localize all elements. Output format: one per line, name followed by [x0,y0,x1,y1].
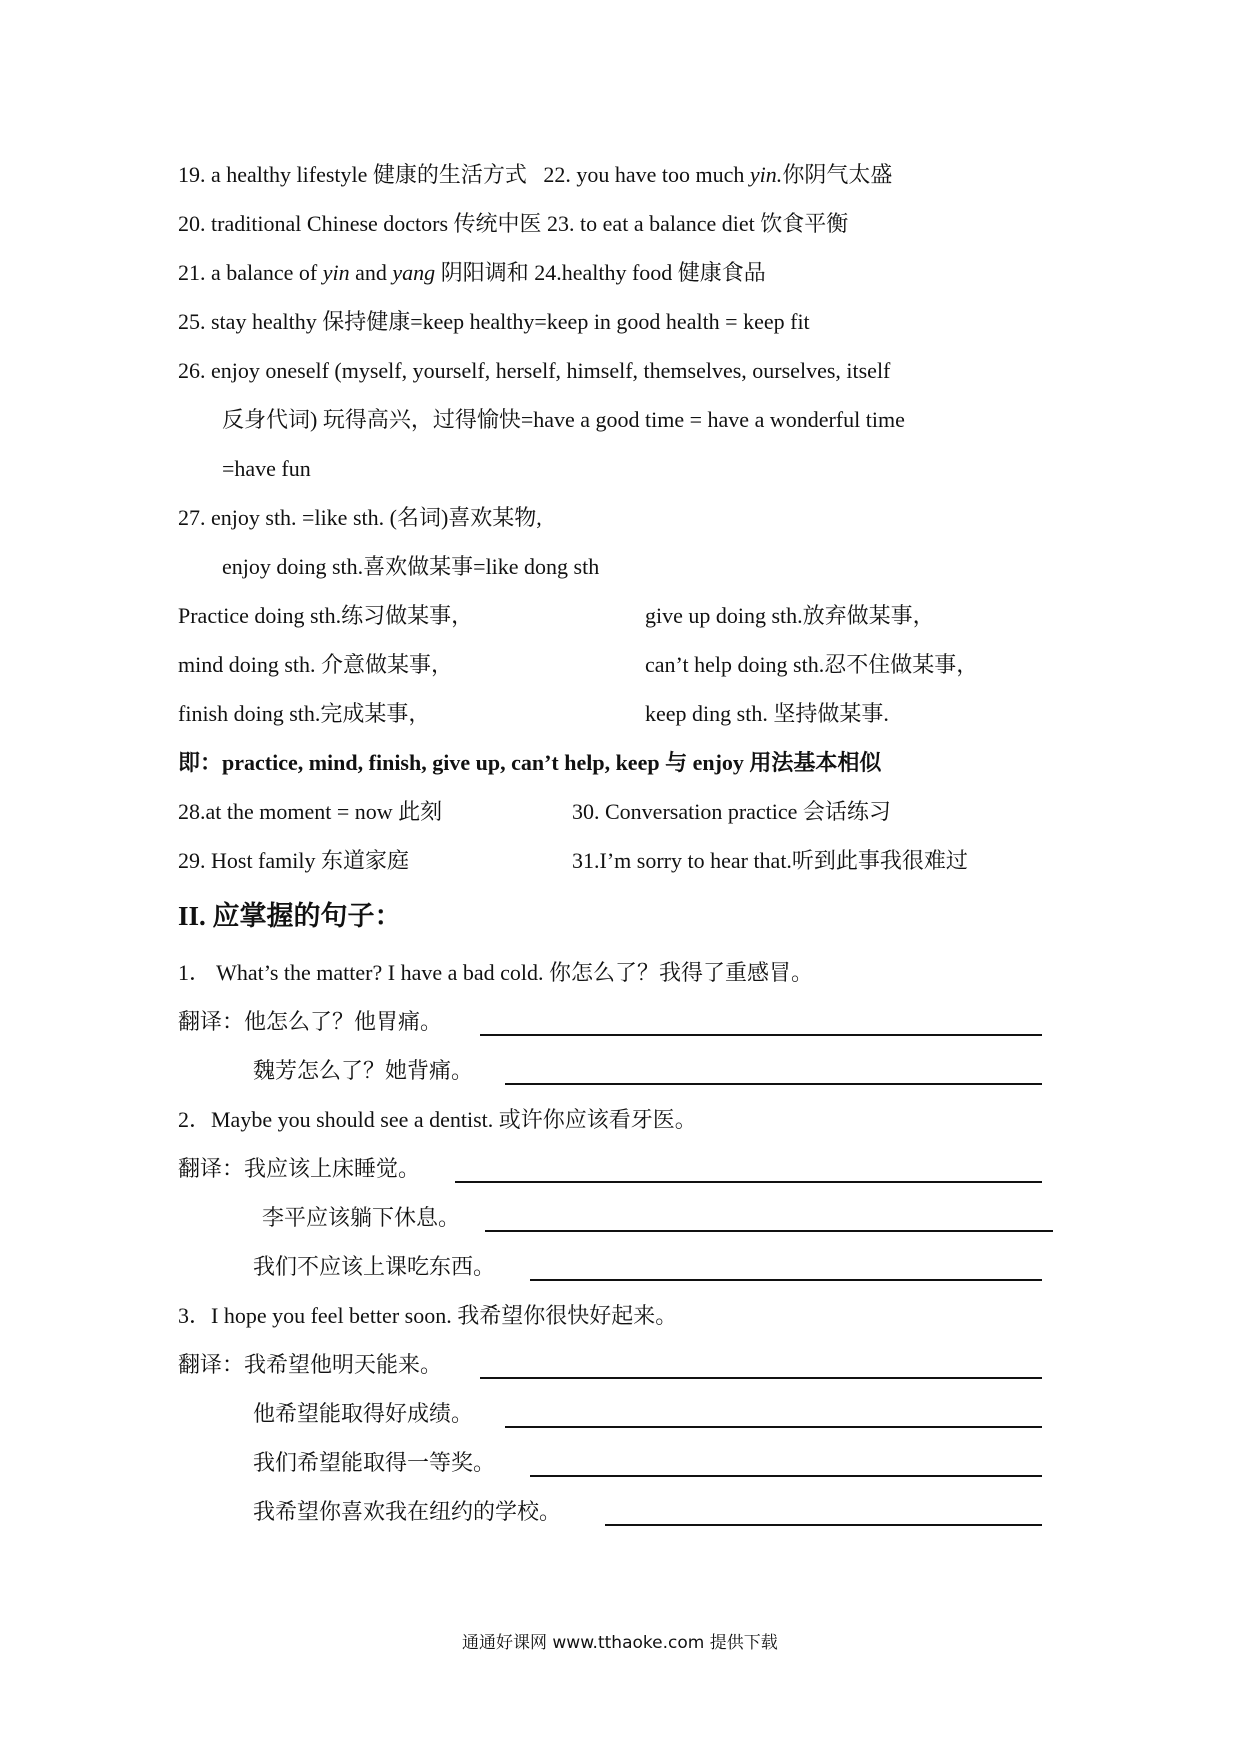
vocab-line-26-end: =have fun [222,456,311,481]
translate-prompt: 我们不应该上课吃东西。 [253,1254,496,1279]
section-title: II. 应掌握的句子： [178,901,402,931]
vocab-line-31: 31.I’m sorry to hear that.听到此事我很难过 [572,848,968,873]
answer-blank[interactable] [530,1475,1042,1477]
vocab-line-28: 28.at the moment = now 此刻 [178,799,443,824]
vocab-line-25: 25. stay healthy 保持健康=keep healthy=keep in good health = keep fit [178,309,810,334]
vocab-line-30: 30. Conversation practice 会话练习 [572,799,891,824]
vocab-line-26: 26. enjoy oneself (myself, yourself, herself, himself, themselves, ourselves, itself [178,358,891,383]
sentence-1: 1． What’s the matter? I have a bad cold. 你怎么了？我得了重感冒。 [178,960,814,985]
vocab-item-22: 22. you have too much yin.你阴气太盛 [543,162,893,187]
answer-blank[interactable] [505,1426,1042,1428]
vocab-line-21-24: 21. a balance of yin and yang 阴阳调和 24.healthy food 健康食品 [178,260,766,285]
vocab-line-29: 29. Host family 东道家庭 [178,848,409,873]
translate-prompt: 翻译：我应该上床睡觉。 [178,1156,421,1181]
translate-prompt: 翻译：他怎么了？他胃痛。 [178,1009,443,1034]
answer-blank[interactable] [480,1377,1042,1379]
vocab-line-19-22 [178,160,892,190]
translate-prompt: 他希望能取得好成绩。 [253,1401,474,1426]
sentence-2: 2．Maybe you should see a dentist. 或许你应该看牙医。 [178,1107,697,1132]
phrase-mind: mind doing sth. 介意做某事， [178,652,454,677]
translate-prompt: 翻译：我希望他明天能来。 [178,1352,443,1377]
phrase-practice: Practice doing sth.练习做某事， [178,603,474,628]
page-footer: 通通好课网 www.tthaoke.com 提供下载 [462,1633,778,1653]
phrase-keep: keep ding sth. 坚持做某事. [645,701,889,726]
vocab-line-26-cont: 反身代词) 玩得高兴，过得愉快=have a good time = have a wonderful time [222,407,905,432]
answer-blank[interactable] [455,1181,1042,1183]
phrase-give-up: give up doing sth.放弃做某事， [645,603,935,628]
sentence-3: 3．I hope you feel better soon. 我希望你很快好起来。 [178,1303,678,1328]
answer-blank[interactable] [480,1034,1042,1036]
vocab-line-27: 27. enjoy sth. =like sth. (名词)喜欢某物, [178,505,542,530]
translate-prompt: 魏芳怎么了？她背痛。 [253,1058,474,1083]
answer-blank[interactable] [605,1524,1042,1526]
answer-blank[interactable] [505,1083,1042,1085]
vocab-line-20-23: 20. traditional Chinese doctors 传统中医 23. to eat a balance diet 饮食平衡 [178,211,849,236]
translate-prompt: 我们希望能取得一等奖。 [253,1450,496,1475]
vocab-item-19: 19. a healthy lifestyle 健康的生活方式 [178,162,527,187]
usage-note: 即：practice, mind, finish, give up, can’t help, keep 与 enjoy 用法基本相似 [178,750,882,775]
answer-blank[interactable] [530,1279,1042,1281]
translate-prompt: 李平应该躺下休息。 [262,1205,461,1230]
vocab-line-27-cont: enjoy doing sth.喜欢做某事=like dong sth [222,554,600,579]
phrase-finish: finish doing sth.完成某事， [178,701,431,726]
translate-prompt: 我希望你喜欢我在纽约的学校。 [253,1499,562,1524]
answer-blank[interactable] [485,1230,1053,1232]
phrase-cant-help: can’t help doing sth.忍不住做某事， [645,652,979,677]
